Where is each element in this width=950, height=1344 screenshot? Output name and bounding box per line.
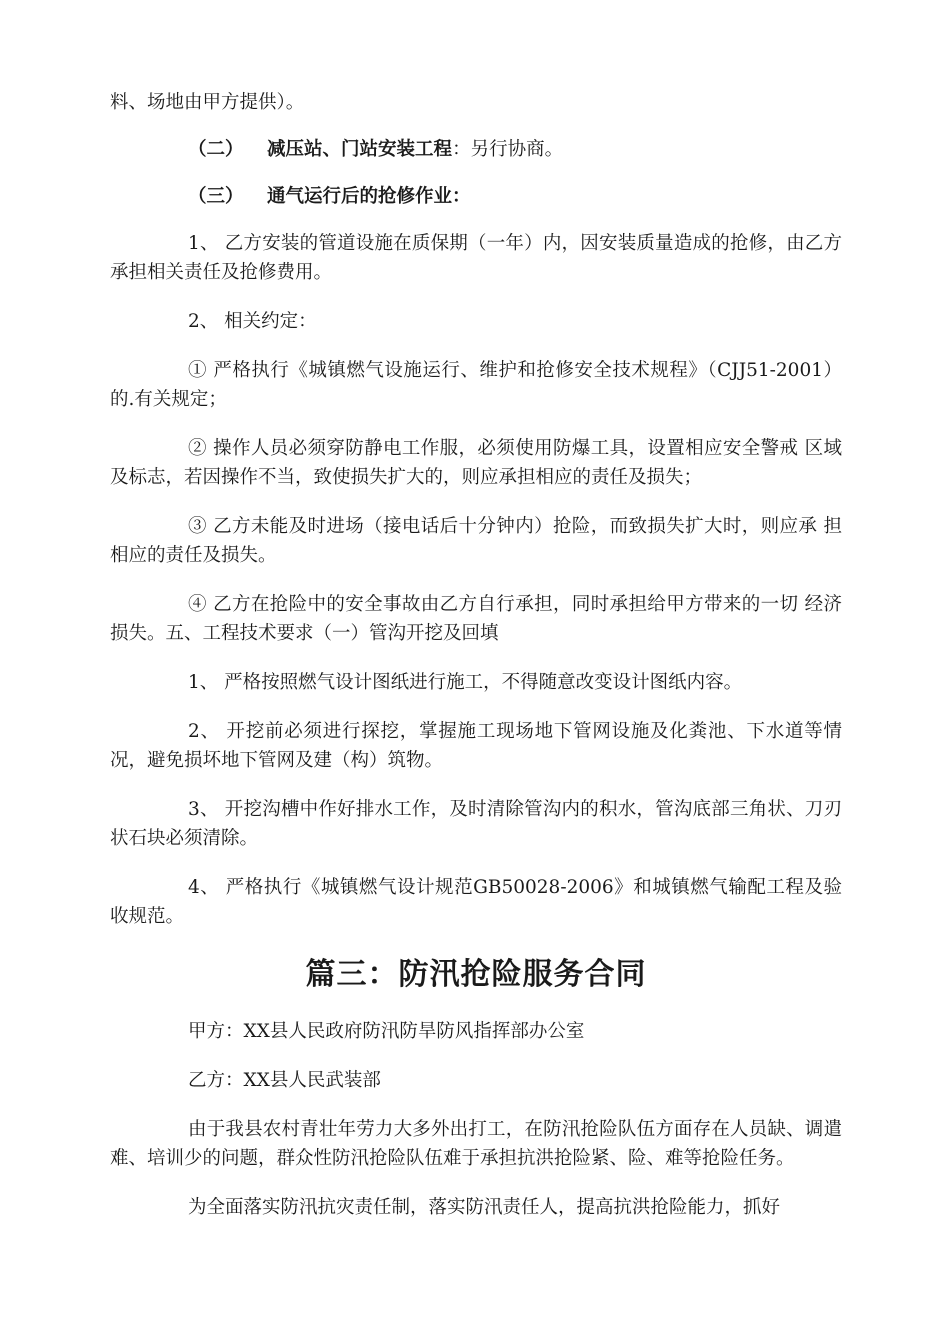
paragraph: 由于我县农村青壮年劳力大多外出打工，在防汛抢险队伍方面存在人员缺、调遣难、培训少的问题，群众性防汛抢险队伍难于承担抗洪抢险紧、险、难等抢险任务。 — [110, 1119, 842, 1170]
paragraph: 料、场地由甲方提供）。 — [110, 92, 305, 113]
paragraph: 1、 严格按照燃气设计图纸进行施工，不得随意改变设计图纸内容。 — [188, 672, 743, 693]
section-heading: 篇三：防汛抢险服务合同 — [305, 957, 647, 992]
paragraph: 为全面落实防汛抗灾责任制，落实防汛责任人，提高抗洪抢险能力，抓好 — [188, 1197, 781, 1219]
paragraph: 4、 严格执行《城镇燃气设计规范GB50028-2006》和城镇燃气输配工程及验收规范。 — [110, 877, 842, 927]
paragraph: 乙方：XX县人民武装部 — [188, 1070, 381, 1092]
paragraph: 1、 乙方安装的管道设施在质保期（一年）内，因安装质量造成的抢修，由乙方承担相关责任及抢修费用。 — [110, 233, 842, 283]
section-two — [110, 135, 842, 164]
paragraph: 2、 相关约定： — [188, 311, 317, 332]
paragraph: 2、 开挖前必须进行探挖，掌握施工现场地下管网设施及化粪池、下水道等情况，避免损坏地下管网及建（构）筑物。 — [110, 721, 842, 771]
paragraph: 3、 开挖沟槽中作好排水工作，及时清除管沟内的积水，管沟底部三角状、刀刃状石块必须清除。 — [110, 799, 842, 849]
section-number: （二） — [188, 139, 244, 160]
section-text: ：另行协商。 — [452, 139, 564, 160]
paragraph: 甲方：XX县人民政府防汛防旱防风指挥部办公室 — [188, 1021, 585, 1043]
paragraph: ③ 乙方未能及时进场（接电话后十分钟内）抢险，而致损失扩大时，则应承 担相应的责任及损失。 — [110, 516, 842, 566]
section-number: （三） — [188, 186, 244, 207]
document-page — [110, 88, 842, 1222]
section-title: 通气运行后的抢修作业： — [267, 186, 471, 207]
paragraph: ① 严格执行《城镇燃气设施运行、维护和抢修安全技术规程》（CJJ51-2001）的.有关规定； — [110, 360, 842, 410]
section-title: 减压站、门站安装工程 — [267, 139, 453, 160]
paragraph: ② 操作人员必须穿防静电工作服，必须使用防爆工具，设置相应安全警戒 区域及标志，若因操作不当，致使损失扩大的，则应承担相应的责任及损失； — [110, 438, 842, 488]
section-three — [110, 182, 842, 211]
paragraph: ④ 乙方在抢险中的安全事故由乙方自行承担，同时承担给甲方带来的一切 经济损失。五、工程技术要求（一）管沟开挖及回填 — [110, 594, 842, 644]
